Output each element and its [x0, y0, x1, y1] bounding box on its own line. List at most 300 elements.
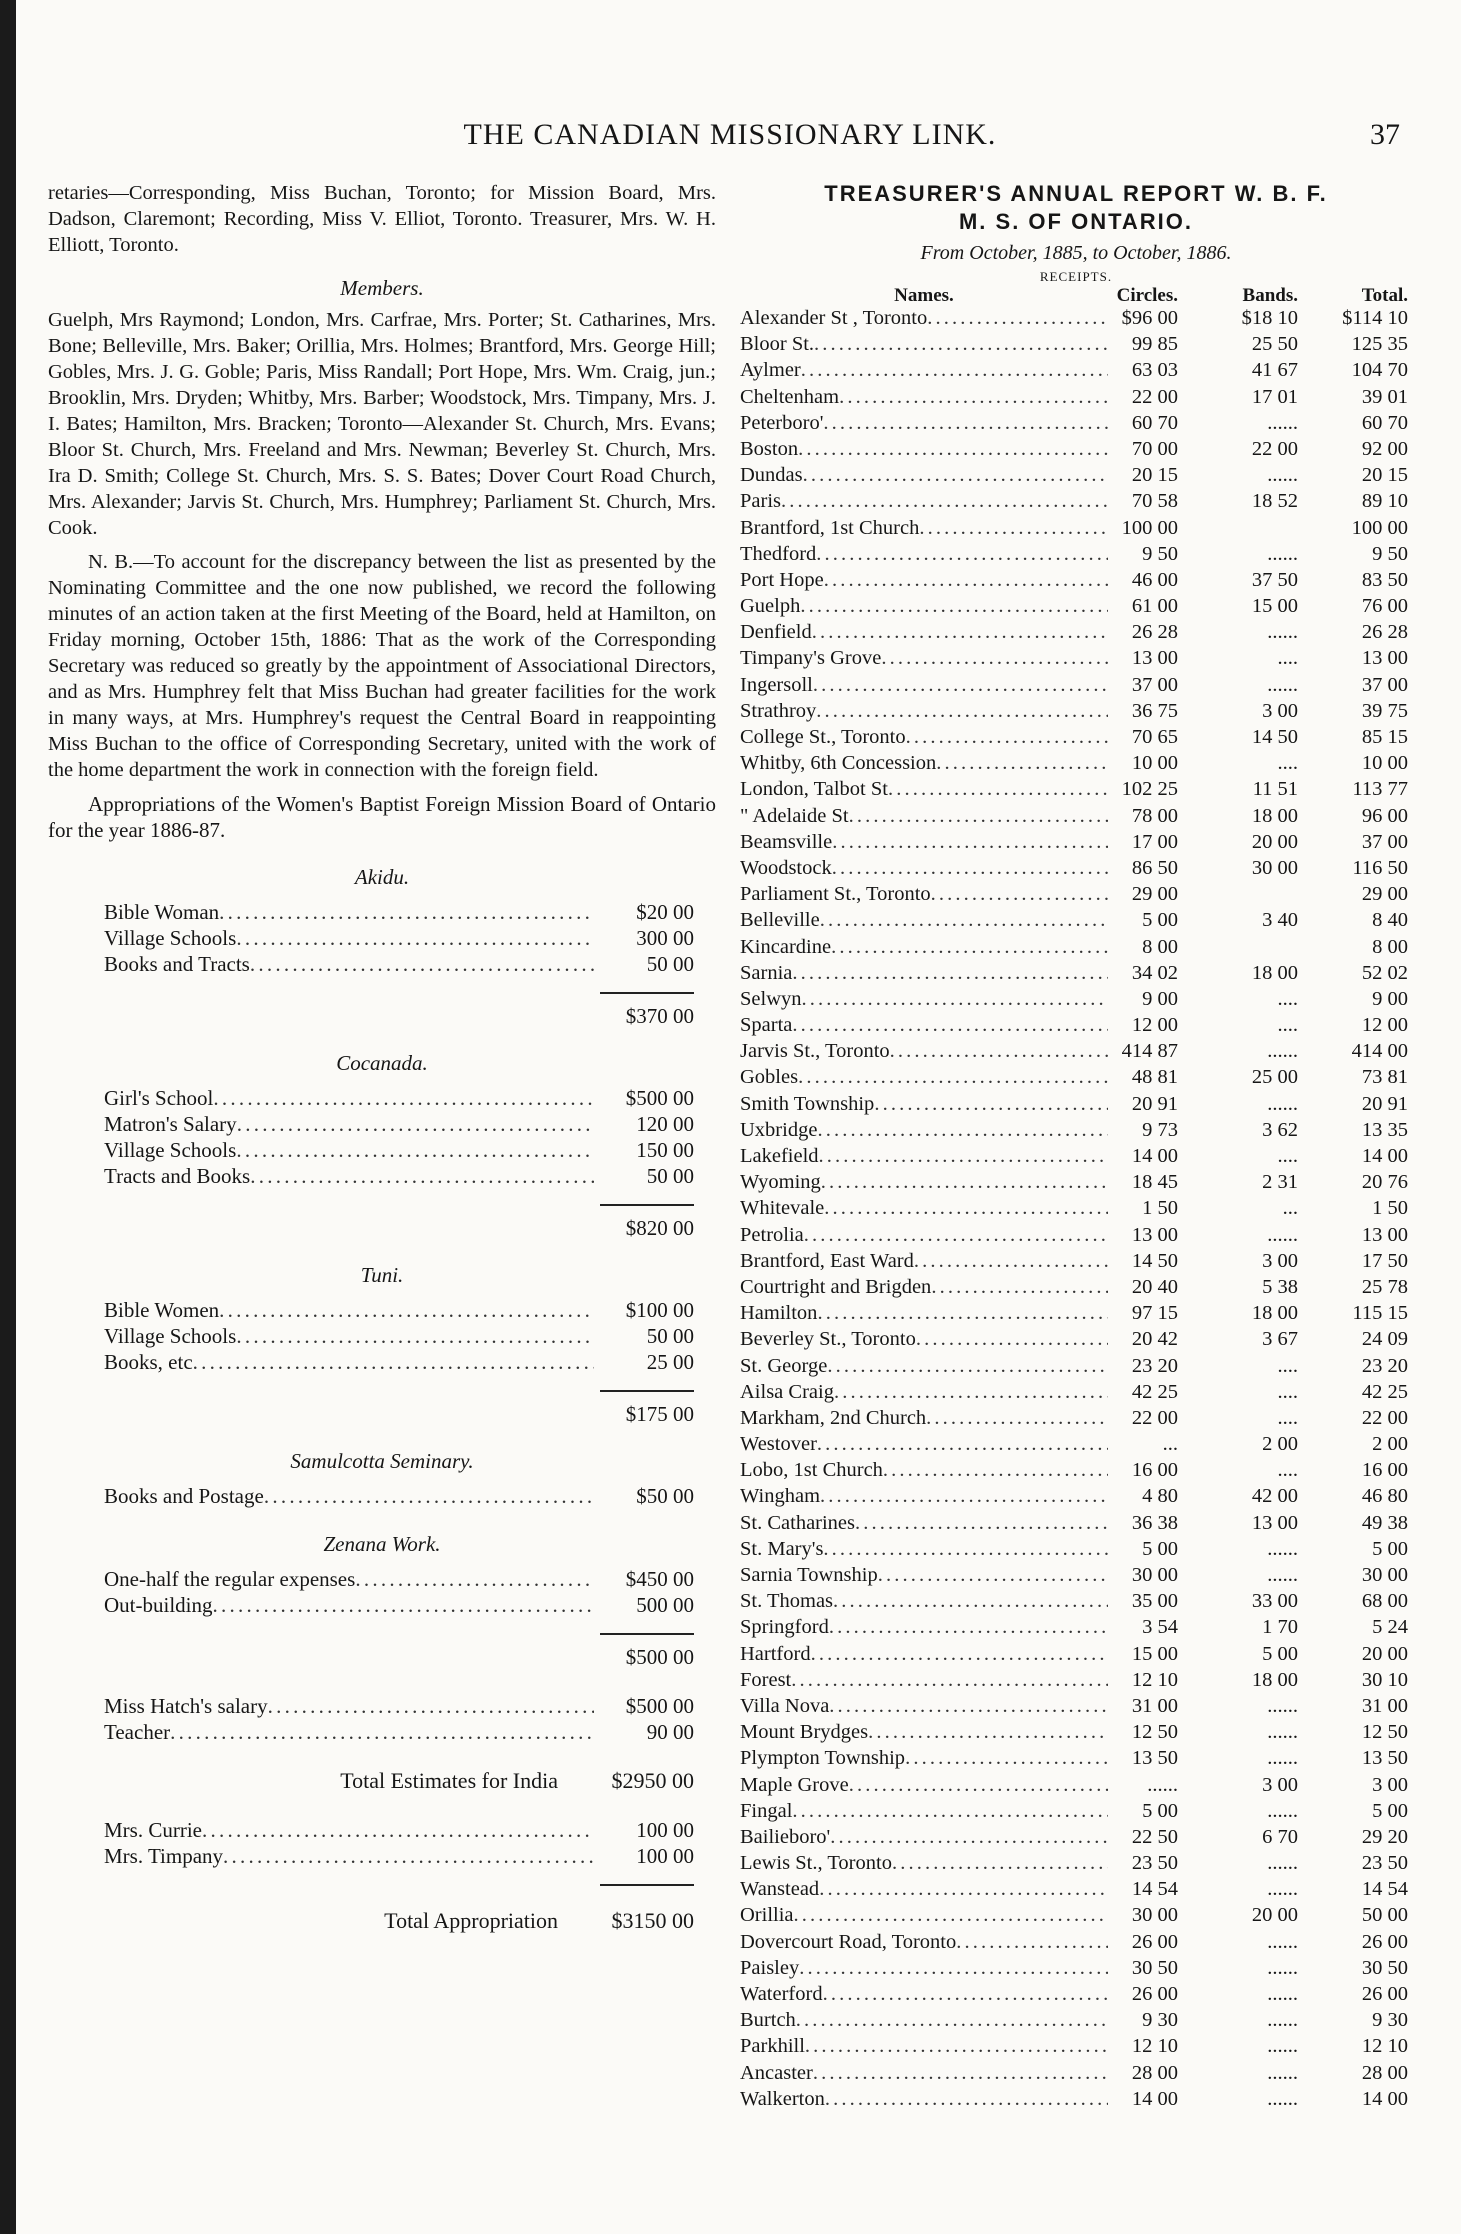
- leader-dots: [816, 700, 1108, 723]
- leader-dots: [874, 1093, 1108, 1116]
- row-name-cell: [740, 621, 1108, 644]
- row-name: St. Thomas: [740, 1590, 834, 1613]
- row-total: 26 00: [1361, 1983, 1408, 2005]
- leader-dots: [237, 1112, 594, 1137]
- row-total: 5 00: [1372, 1799, 1408, 1822]
- row-name: Waterford: [740, 1983, 823, 2005]
- row-name-cell: [740, 1197, 1108, 1220]
- row-total: 89 10: [1361, 490, 1408, 513]
- table-row: [740, 517, 1412, 543]
- row-name-cell: [740, 359, 1108, 382]
- expense-line-amount: 500 00: [636, 1593, 694, 1617]
- row-circles: $96 00: [1121, 307, 1178, 329]
- row-name-cell: [740, 1826, 1108, 1849]
- row-circles: 20 15: [1131, 464, 1178, 487]
- row-name: Uxbridge: [740, 1118, 818, 1141]
- row-bands: ......: [1267, 1747, 1298, 1770]
- expense-line: [104, 952, 694, 978]
- col-circles-header: Circles.: [1116, 285, 1178, 306]
- leader-dots: [264, 1484, 594, 1509]
- row-name-cell: [740, 1250, 1108, 1273]
- row-circles: ...: [1162, 1433, 1178, 1456]
- leader-dots: [792, 962, 1108, 985]
- row-name-cell: [740, 517, 1108, 540]
- leader-dots: [833, 1590, 1108, 1613]
- row-bands: ....: [1277, 987, 1298, 1010]
- row-name: Ingersoll: [740, 673, 813, 696]
- row-name: Smith Township: [740, 1092, 875, 1115]
- table-row: [740, 1302, 1412, 1328]
- row-bands: 11 51: [1252, 778, 1298, 801]
- leader-dots: [202, 1818, 594, 1843]
- row-circles: 14 50: [1131, 1249, 1178, 1272]
- table-row: [740, 359, 1412, 385]
- leader-dots: [829, 1695, 1108, 1718]
- leader-dots: [193, 1350, 594, 1375]
- row-bands: ...: [1282, 1197, 1298, 1220]
- row-bands: 2 31: [1262, 1171, 1298, 1194]
- row-circles: 26 00: [1131, 1983, 1178, 2005]
- leader-dots: [236, 926, 594, 951]
- table-row: [740, 1983, 1412, 2009]
- row-total: 9 00: [1372, 987, 1408, 1010]
- row-name: College St., Toronto: [740, 726, 906, 748]
- row-bands: 15 00: [1251, 595, 1298, 618]
- row-total: 29 20: [1361, 1825, 1408, 1848]
- expense-line-amount: 300 00: [636, 926, 694, 950]
- row-name-cell: [740, 1616, 1108, 1639]
- row-circles: 23 50: [1131, 1852, 1178, 1875]
- row-bands: 14 50: [1251, 726, 1298, 748]
- row-circles: 10 00: [1131, 752, 1178, 775]
- leader-dots: [855, 1512, 1108, 1535]
- table-row: [740, 831, 1412, 857]
- row-circles: 61 00: [1131, 595, 1178, 618]
- table-row: [740, 1616, 1412, 1642]
- row-name: Aylmer: [740, 359, 801, 382]
- leader-dots: [814, 333, 1108, 356]
- row-total: 76 00: [1361, 595, 1408, 618]
- row-circles: 13 00: [1131, 647, 1178, 670]
- row-name: Cheltenham: [740, 385, 840, 408]
- expense-line-amount: 50 00: [646, 1164, 694, 1188]
- table-row: [740, 1512, 1412, 1538]
- leader-dots: [236, 1138, 594, 1163]
- row-name: Sarnia: [740, 961, 793, 984]
- table-row: [740, 490, 1412, 516]
- leader-dots: [834, 1381, 1108, 1404]
- row-circles: 22 50: [1131, 1825, 1178, 1848]
- row-name-cell: [740, 1695, 1108, 1718]
- row-name: Petrolia: [740, 1223, 804, 1246]
- row-name: Sarnia Township: [740, 1564, 878, 1586]
- leader-dots: [250, 952, 594, 977]
- table-row: [740, 1643, 1412, 1669]
- row-circles: 42 25: [1131, 1380, 1178, 1403]
- row-circles: 102 25: [1121, 778, 1178, 801]
- row-bands: 25 50: [1251, 333, 1298, 356]
- row-total: 2 00: [1372, 1433, 1408, 1456]
- expense-line: [104, 1350, 694, 1376]
- expense-line-amount: 150 00: [636, 1138, 694, 1162]
- row-total: 14 00: [1361, 1145, 1408, 1167]
- total-appropriation-label: Total Appropriation: [384, 1908, 558, 1933]
- leader-dots: [905, 1747, 1108, 1770]
- table-row: [740, 1564, 1412, 1590]
- row-name-cell: [740, 1564, 1108, 1587]
- row-bands: 3 40: [1262, 909, 1298, 932]
- leader-dots: [170, 1720, 594, 1745]
- row-total: 13 00: [1361, 1223, 1408, 1246]
- row-circles: 12 00: [1131, 1014, 1178, 1037]
- row-circles: 14 00: [1131, 2087, 1178, 2110]
- row-circles: 30 00: [1131, 1564, 1178, 1586]
- row-name-cell: [740, 1590, 1108, 1613]
- row-total: 37 00: [1361, 673, 1408, 696]
- row-bands: ......: [1267, 2087, 1298, 2110]
- expense-line-amount: $500 00: [625, 1694, 694, 1718]
- row-total: 39 75: [1361, 699, 1408, 722]
- row-total: 30 00: [1361, 1564, 1408, 1586]
- table-row: [740, 988, 1412, 1014]
- row-bands: ....: [1277, 647, 1298, 670]
- row-total: 17 50: [1361, 1249, 1408, 1272]
- row-name: Maple Grove: [740, 1773, 849, 1796]
- row-total: 12 00: [1361, 1014, 1408, 1037]
- row-circles: 26 28: [1131, 621, 1178, 644]
- row-circles: 99 85: [1131, 333, 1178, 356]
- row-bands: ....: [1277, 1406, 1298, 1429]
- table-row: [740, 700, 1412, 726]
- row-bands: ....: [1277, 1014, 1298, 1037]
- row-name: Hartford: [740, 1642, 811, 1665]
- table-row: [740, 1695, 1412, 1721]
- row-name: Selwyn: [740, 987, 802, 1010]
- leader-dots: [827, 1355, 1108, 1378]
- row-total: 37 00: [1361, 830, 1408, 853]
- expense-line: [104, 900, 694, 926]
- row-circles: 12 10: [1131, 1668, 1178, 1691]
- total-india-label: Total Estimates for India: [340, 1768, 558, 1793]
- row-name: Denfield: [740, 621, 812, 644]
- table-row: [740, 1381, 1412, 1407]
- page-header: [60, 118, 1400, 158]
- row-name: Fingal: [740, 1799, 793, 1822]
- row-bands: ......: [1267, 1537, 1298, 1560]
- row-total: 100 00: [1351, 516, 1408, 539]
- row-name: Beamsville: [740, 830, 833, 853]
- table-row: [740, 857, 1412, 883]
- row-name-cell: [740, 1774, 1108, 1797]
- expense-line: [104, 1720, 694, 1746]
- expense-line: [104, 1164, 694, 1190]
- row-bands: 33 00: [1251, 1590, 1298, 1613]
- row-bands: 20 00: [1251, 830, 1298, 853]
- section-subtotal: $370 00: [625, 1004, 694, 1028]
- extra-items-2: [48, 1818, 716, 1870]
- members-paragraph: Guelph, Mrs Raymond; London, Mrs. Carfrae, Mrs. Porter; St. Catharines, Mrs. Bone; Belleville, Mrs. Baker; Orillia, Mrs. Holmes; Brantford, Mrs. George Hill; Gobles, Mrs. J. G. Goble; Paris, Miss Randall; Port Hope, Mrs. Wm. Craig, jun.; Brooklin, Mrs. Dryden; Whitby, Mrs. Barber; Woodstock, Mrs. Timpany, Mrs. J. I. Bates; Hamilton, Mrs. Bracken; Toronto—Alexander St. Church, Mrs. Evans; Bloor St. Church, Mrs. Freeland and Mrs. Newman; Beverley St. Church, Mrs. Ira D. Smith; College St. Church, Mrs. S. S. Bates; Dover Court Road Church, Mrs. Alexander; Jarvis St. Church, Mrs. Humphrey; Parliament St. Church, Mrs. Cook.: [48, 309, 716, 539]
- expense-line-label: Books, etc: [104, 1350, 193, 1374]
- row-bands: ......: [1267, 464, 1298, 487]
- row-bands: ......: [1267, 2009, 1298, 2032]
- table-row: [740, 1407, 1412, 1433]
- page-edge-bar: [0, 0, 16, 2234]
- section-subtotal: $175 00: [625, 1402, 694, 1426]
- row-circles: 17 00: [1131, 830, 1178, 853]
- row-total: 39 01: [1361, 385, 1408, 408]
- row-circles: 5 00: [1142, 1799, 1178, 1822]
- section-subtotal: $500 00: [625, 1645, 694, 1669]
- table-header: [740, 285, 1412, 307]
- left-column: [48, 180, 716, 1938]
- row-bands: 3 67: [1262, 1328, 1298, 1351]
- row-name: Springford: [740, 1616, 829, 1639]
- row-circles: 9 30: [1142, 2009, 1178, 2032]
- leader-dots: [906, 726, 1108, 749]
- right-column: [740, 180, 1412, 2114]
- row-bands: ......: [1267, 1983, 1298, 2005]
- row-name-cell: [740, 1485, 1108, 1508]
- row-bands: 3 00: [1262, 1249, 1298, 1272]
- row-name: Gobles: [740, 1066, 799, 1089]
- leader-dots: [804, 1224, 1108, 1247]
- row-total: 26 00: [1361, 1930, 1408, 1953]
- expense-line: [104, 1138, 694, 1164]
- expense-line: [104, 1484, 694, 1510]
- expense-line-label: Matron's Salary: [104, 1112, 237, 1136]
- row-total: 52 02: [1361, 961, 1408, 984]
- expense-line-label: Books and Tracts: [104, 952, 250, 976]
- row-bands: ......: [1267, 411, 1298, 434]
- row-name: Dovercourt Road, Toronto: [740, 1930, 957, 1953]
- leader-dots: [868, 1721, 1108, 1744]
- row-name: Whitevale: [740, 1197, 825, 1220]
- leader-dots: [791, 1669, 1108, 1692]
- row-total: 414 00: [1351, 1040, 1408, 1063]
- leader-dots: [236, 1324, 594, 1349]
- table-row: [740, 2062, 1412, 2088]
- leader-dots: [819, 1145, 1108, 1168]
- receipts-table: [740, 307, 1412, 2114]
- row-circles: 46 00: [1131, 568, 1178, 591]
- leader-dots: [916, 1328, 1108, 1351]
- leader-dots: [803, 464, 1108, 487]
- table-row: [740, 1826, 1412, 1852]
- row-name-cell: [740, 543, 1108, 566]
- table-row: [740, 1774, 1412, 1800]
- row-circles: 36 38: [1131, 1511, 1178, 1534]
- expense-line-amount: 50 00: [646, 952, 694, 976]
- row-bands: ......: [1267, 1564, 1298, 1586]
- row-name: Whitby, 6th Concession: [740, 752, 937, 775]
- expense-line-label: Girl's School: [104, 1086, 214, 1110]
- table-row: [740, 569, 1412, 595]
- row-bands: 20 00: [1251, 1904, 1298, 1927]
- leader-dots: [817, 1433, 1108, 1456]
- row-total: 20 91: [1361, 1092, 1408, 1115]
- expense-line-amount: $50 00: [636, 1484, 694, 1508]
- row-name-cell: [740, 778, 1108, 801]
- page-title: THE CANADIAN MISSIONARY LINK.: [463, 118, 997, 151]
- expense-line-label: Mrs. Currie: [104, 1818, 202, 1842]
- row-name: Brantford, East Ward: [740, 1249, 914, 1272]
- row-total: 22 00: [1361, 1406, 1408, 1429]
- leader-dots: [914, 1250, 1108, 1273]
- expense-line-label: Bible Women: [104, 1298, 220, 1322]
- row-name: Parkhill: [740, 2035, 805, 2058]
- row-name: Orillia: [740, 1904, 794, 1927]
- row-total: 26 28: [1361, 621, 1408, 644]
- table-row: [740, 1014, 1412, 1040]
- row-circles: 9 73: [1142, 1118, 1178, 1141]
- expense-line: [104, 1593, 694, 1619]
- table-row: [740, 726, 1412, 752]
- leader-dots: [824, 569, 1108, 592]
- row-circles: 97 15: [1131, 1302, 1178, 1325]
- table-row: [740, 1852, 1412, 1878]
- row-name-cell: [740, 700, 1108, 723]
- leader-dots: [849, 1774, 1108, 1797]
- row-name-cell: [740, 1381, 1108, 1404]
- table-row: [740, 1197, 1412, 1223]
- rule-divider: [600, 992, 694, 994]
- leader-dots: [927, 307, 1108, 330]
- row-name-cell: [740, 1931, 1108, 1954]
- row-name-cell: [740, 857, 1108, 880]
- table-row: [740, 1747, 1412, 1773]
- row-name-cell: [740, 1171, 1108, 1194]
- leader-dots: [890, 1040, 1108, 1063]
- row-total: 20 15: [1361, 464, 1408, 487]
- total-india-amount: $2950 00: [611, 1768, 694, 1793]
- expense-line: [104, 1112, 694, 1138]
- leader-dots: [892, 1852, 1108, 1875]
- row-total: 85 15: [1361, 726, 1408, 748]
- row-name-cell: [740, 1093, 1108, 1116]
- row-bands: 37 50: [1251, 568, 1298, 591]
- row-name: Boston: [740, 437, 799, 460]
- row-bands: ....: [1277, 752, 1298, 775]
- row-name: Timpany's Grove: [740, 647, 882, 670]
- row-total: 96 00: [1361, 804, 1408, 827]
- row-name: Dundas: [740, 464, 803, 487]
- row-circles: 30 50: [1131, 1956, 1178, 1979]
- row-circles: 9 50: [1142, 542, 1178, 565]
- table-row: [740, 1878, 1412, 1904]
- row-bands: 5 00: [1262, 1642, 1298, 1665]
- row-name: St. George: [740, 1354, 828, 1377]
- row-bands: ......: [1267, 2061, 1298, 2084]
- table-row: [740, 621, 1412, 647]
- table-row: [740, 1171, 1412, 1197]
- row-name-cell: [740, 2035, 1108, 2058]
- expense-line-amount: $450 00: [625, 1567, 694, 1591]
- row-total: 116 50: [1352, 856, 1408, 879]
- row-name: Kincardine: [740, 935, 832, 958]
- leader-dots: [919, 517, 1108, 540]
- row-name-cell: [740, 1145, 1108, 1168]
- row-name: Bailieboro': [740, 1825, 831, 1848]
- row-name: Guelph: [740, 595, 801, 618]
- row-name-cell: [740, 805, 1108, 828]
- row-name: Peterboro': [740, 411, 824, 434]
- leader-dots: [956, 1931, 1108, 1954]
- expense-line: [104, 1298, 694, 1324]
- row-name: Walkerton: [740, 2087, 825, 2110]
- row-name-cell: [740, 1538, 1108, 1561]
- row-bands: 30 00: [1251, 856, 1298, 879]
- row-total: 73 81: [1361, 1066, 1408, 1089]
- appropriation-sections: [48, 865, 716, 1670]
- row-name-cell: [740, 1721, 1108, 1744]
- row-name-cell: [740, 333, 1108, 356]
- receipts-label: RECEIPTS.: [1039, 269, 1113, 284]
- row-name-cell: [740, 2009, 1108, 2032]
- leader-dots: [825, 2088, 1108, 2111]
- row-circles: 12 50: [1131, 1721, 1178, 1744]
- expense-line-amount: $100 00: [625, 1298, 694, 1322]
- report-subtitle: From October, 1885, to October, 1886.: [920, 242, 1232, 264]
- leader-dots: [883, 1459, 1108, 1482]
- row-circles: 28 00: [1131, 2061, 1178, 2084]
- table-row: [740, 883, 1412, 909]
- section-subtotal: $820 00: [625, 1216, 694, 1240]
- row-name: Wanstead: [740, 1878, 820, 1901]
- row-name: Wyoming: [740, 1171, 821, 1194]
- row-name-cell: [740, 883, 1108, 906]
- expense-line: [104, 1086, 694, 1112]
- row-name: Woodstock: [740, 856, 832, 879]
- leader-dots: [823, 1538, 1108, 1561]
- row-bands: 18 00: [1251, 1302, 1298, 1325]
- row-bands: ......: [1267, 2035, 1298, 2058]
- leader-dots: [268, 1694, 594, 1719]
- row-bands: ....: [1277, 1380, 1298, 1403]
- table-row: [740, 1355, 1412, 1381]
- row-bands: ......: [1267, 1040, 1298, 1063]
- row-circles: 22 00: [1131, 385, 1178, 408]
- expense-line-amount: 50 00: [646, 1324, 694, 1348]
- row-total: 42 25: [1361, 1380, 1408, 1403]
- row-circles: 37 00: [1131, 673, 1178, 696]
- row-bands: ....: [1277, 1145, 1298, 1167]
- extra-items: [48, 1694, 716, 1746]
- table-row: [740, 464, 1412, 490]
- expense-line: [104, 1694, 694, 1720]
- expense-line-label: Out-building: [104, 1593, 213, 1617]
- row-name-cell: [740, 962, 1108, 985]
- leader-dots: [813, 2062, 1108, 2085]
- row-name: Wingham: [740, 1485, 821, 1508]
- row-circles: 23 20: [1131, 1354, 1178, 1377]
- leader-dots: [878, 1564, 1108, 1587]
- row-bands: ....: [1277, 1354, 1298, 1377]
- expense-line-amount: 90 00: [646, 1720, 694, 1744]
- row-name: Bloor St.: [740, 333, 815, 356]
- col-total-header: Total.: [1361, 285, 1408, 306]
- leader-dots: [794, 1904, 1108, 1927]
- row-circles: 30 00: [1131, 1904, 1178, 1927]
- expense-line: [104, 926, 694, 952]
- leader-dots: [831, 936, 1108, 959]
- members-heading: Members.: [340, 276, 424, 300]
- row-total: 30 10: [1361, 1668, 1408, 1691]
- leader-dots: [355, 1567, 594, 1592]
- total-appropriation-amount: $3150 00: [611, 1908, 694, 1933]
- row-name: Lewis St., Toronto: [740, 1852, 892, 1875]
- leader-dots: [849, 805, 1108, 828]
- row-circles: 18 45: [1131, 1171, 1178, 1194]
